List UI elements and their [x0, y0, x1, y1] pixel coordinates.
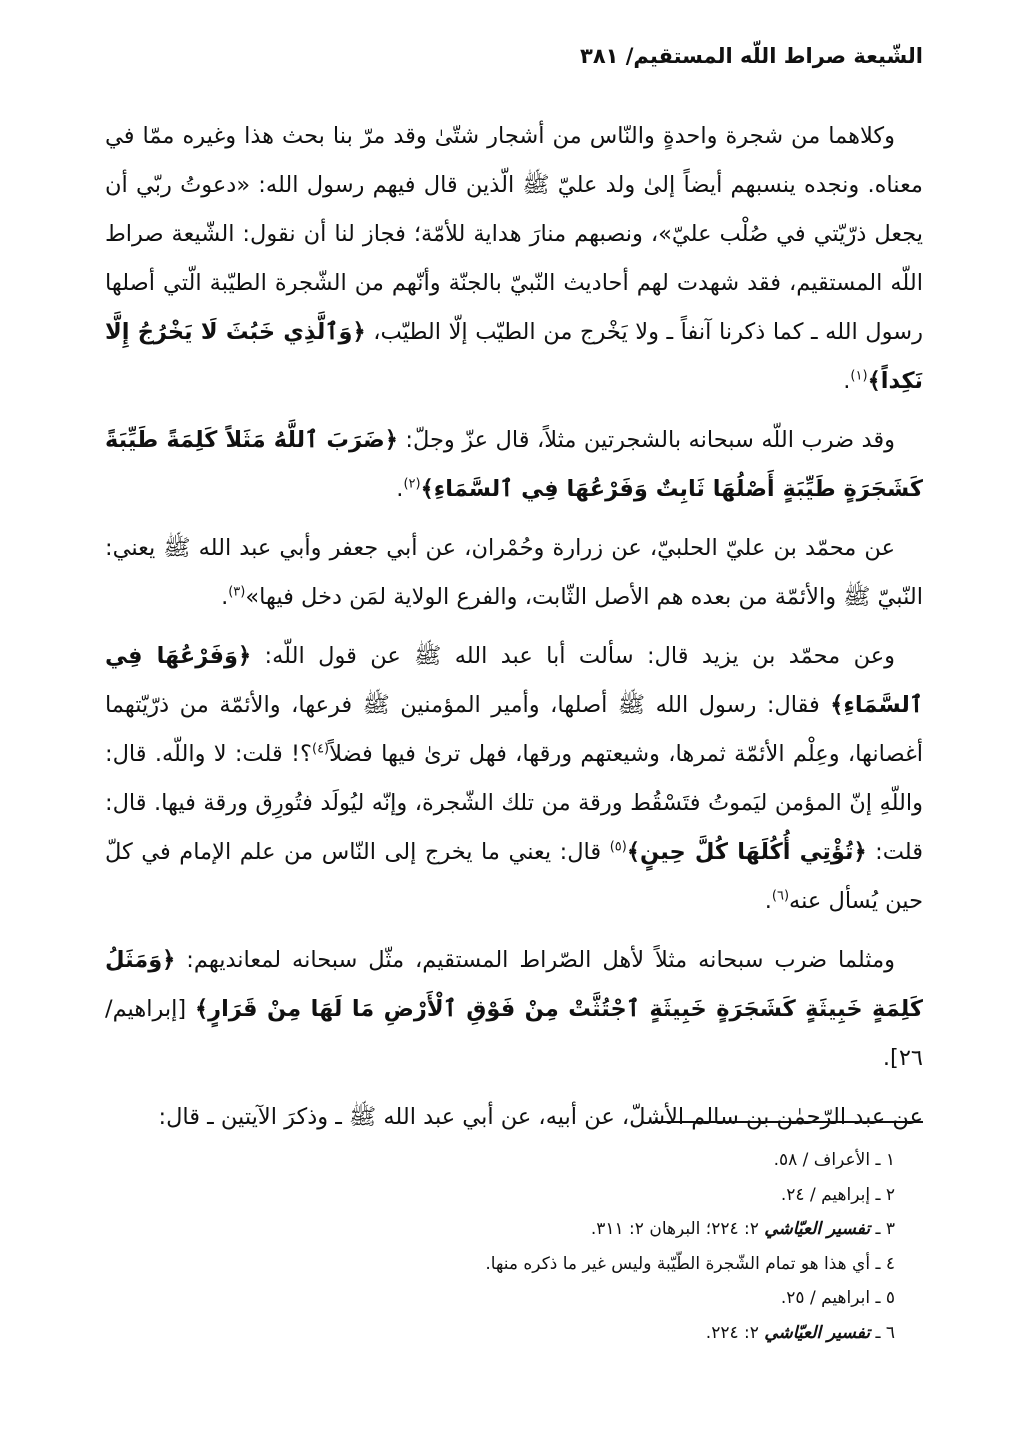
- footnote-item: [135, 1316, 895, 1351]
- footnote-text: ٢: ٢٢٤.: [705, 1322, 765, 1343]
- footnote-divider: [653, 1121, 923, 1123]
- text-run: عن عبد الرّحمٰن بن سالم الأشلّ، عن أبيه، عن أبي عبد الله ﷺ ـ وذكرَ الآيتين ـ قال:: [158, 1104, 923, 1130]
- footnote-ref-6: (٦): [771, 888, 790, 904]
- footnote-ref-1: (١): [850, 368, 868, 384]
- footnote-text: ٥ ـ ابراهيم / ٢٥.: [780, 1288, 895, 1308]
- footnote-item: [135, 1178, 895, 1213]
- text-run: وعن محمّد بن يزيد قال: سألت أبا عبد الله ﷺ عن قول اللّه:: [251, 643, 895, 669]
- paragraph: [105, 632, 923, 926]
- quran-quote: ﴿ضَرَبَ ٱللَّهُ مَثَلاً كَلِمَةً طَيِّبَةً كَشَجَرَةٍ طَيِّبَةٍ أَصْلُهَا ثَابِتٌ وَفَرْعُهَا فِي ٱلسَّمَاءِ﴾: [105, 427, 923, 502]
- text-run: .: [221, 584, 229, 610]
- footnote-source-title: تفسير العيّاشي: [764, 1219, 871, 1239]
- footnote-item: [135, 1247, 895, 1282]
- footnote-ref-3: (٣): [228, 584, 246, 600]
- footnote-text: ١ ـ الأعراف / ٥٨.: [773, 1150, 895, 1170]
- footnote-text: ٢ ـ إبراهيم / ٢٤.: [780, 1184, 895, 1205]
- quran-quote: ﴿وَفَرْعُهَا فِي ٱلسَّمَاءِ﴾: [105, 643, 923, 718]
- quran-quote: ﴿تُؤْتِي أُكُلَهَا كُلَّ حِينٍ﴾: [626, 839, 867, 865]
- footnotes-list: [135, 1143, 895, 1350]
- text-run: [إبراهيم/ ٢٦].: [105, 996, 923, 1071]
- paragraph: [105, 416, 923, 514]
- footnote-source-title: تفسير العيّاشي: [764, 1322, 871, 1343]
- text-run: وكلاهما من شجرة واحدةٍ والنّاس من أشجار شتّىٰ وقد مرّ بنا بحث هذا وغيره ممّا في معناه. ونجده ينسبهم أيضاً إلىٰ ولد عليّ ﷺ الّذين قال فيهم رسول الله: «دعوتُ ربّي أن يجعل ذرّيّتي في صُلْب عليّ»، ونصبهم منارَ هداية للأمّة؛ فجاز لنا أن نقول: الشّيعة صراط اللّه المستقيم، فقد شهدت لهم أحاديث النّبيّ بالجنّة وأنّهم من الشّجرة الطيّبة الّتي أصلها رسول الله ـ كما ذكرنا آنفاً ـ ولا يَخْرج من الطيّب إلّا الطيّب،: [105, 123, 923, 345]
- text-run: .: [764, 888, 772, 914]
- text-run: قال: يعني ما يخرج إلى النّاس من علم الإمام في كلّ حين يُسأل عنه: [105, 839, 923, 914]
- footnote-item: [135, 1281, 895, 1316]
- paragraph: [105, 1093, 923, 1142]
- footnote-text: ٢: ٢٢٤؛ البرهان ٢: ٣١١.: [590, 1219, 765, 1239]
- footnote-text: ٤ ـ أي هذا هو تمام الشّجرة الطّيّبة وليس غير ما ذكره منها.: [485, 1253, 895, 1274]
- paragraph: [105, 112, 923, 406]
- body-text: [105, 112, 923, 1152]
- footnote-item: [135, 1212, 895, 1247]
- footnote-ref-4: (٤): [311, 741, 330, 757]
- text-run: .: [396, 476, 404, 502]
- running-header: الشّيعة صراط اللّه المستقيم/ ٣٨١: [580, 44, 923, 68]
- paragraph: [105, 524, 923, 622]
- footnote-text: ٦ ـ: [870, 1322, 895, 1343]
- text-run: ؟! قلت: لا واللّه. قال: واللّهِ إنّ المؤمن ليَموتُ فتَسْقُط ورقة من تلك الشّجرة، وإنّه ليُولَد فتُورِق ورقة فيها. قال: قلت:: [105, 741, 924, 865]
- footnote-ref-2: (٢): [403, 476, 421, 492]
- quran-quote: ﴿وَٱلَّذِي خَبُثَ لَا يَخْرُجُ إِلَّا نَكِداً﴾: [105, 319, 923, 394]
- text-run: فقال: رسول الله ﷺ أصلها، وأمير المؤمنين ﷺ فرعها، والأئمّة من ذرّيّتهما أغصانها، وعِلْم الأئمّة ثمرها، وشيعتهم ورقها، فهل ترىٰ فيها فضلاً: [105, 692, 923, 767]
- text-run: ومثلما ضرب سبحانه مثلاً لأهل الصّراط المستقيم، مثّل سبحانه لمعانديهم:: [175, 947, 895, 973]
- text-run: .: [843, 368, 851, 394]
- footnote-text: ٣ ـ: [870, 1219, 895, 1239]
- text-run: عن محمّد بن عليّ الحلبيّ، عن زرارة وحُمْران، عن أبي جعفر وأبي عبد الله ﷺ يعني: النّبيّ ﷺ والأئمّة من بعده هم الأصل الثّابت، والفرع الولاية لمَن دخل فيها»: [105, 535, 923, 610]
- paragraph: [105, 936, 923, 1083]
- quran-quote: ﴿وَمَثَلُ كَلِمَةٍ خَبِيثَةٍ كَشَجَرَةٍ خَبِيثَةٍ ٱجْتُثَّتْ مِنْ فَوْقِ ٱلْأَرْضِ مَا لَهَا مِنْ قَرَارٍ﴾: [105, 947, 924, 1022]
- footnote-ref-5: (٥): [609, 839, 627, 855]
- footnote-item: [135, 1143, 895, 1178]
- text-run: وقد ضرب اللّه سبحانه بالشجرتين مثلاً، قال عزّ وجلّ:: [397, 427, 895, 453]
